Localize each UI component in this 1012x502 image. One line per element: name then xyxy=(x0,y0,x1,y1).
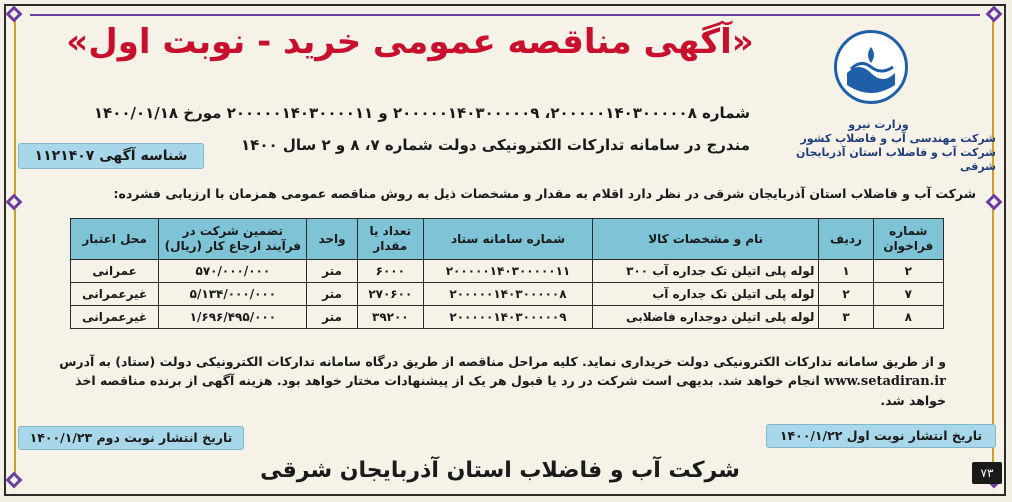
items-table xyxy=(70,218,944,329)
cell-guarantee: ۵۷۰/۰۰۰/۰۰۰ xyxy=(159,260,307,283)
cell-call-no: ۲ xyxy=(873,260,943,283)
cell-name: لوله پلی اتیلن تک جداره آب ۳۰۰ xyxy=(593,260,819,283)
national-company-name: شرکت مهندسی آب و فاضلاب کشور xyxy=(800,132,996,145)
cell-name: لوله پلی اتیلن تک جداره آب xyxy=(593,283,819,306)
cell-call-no: ۷ xyxy=(873,283,943,306)
page-number: ۷۳ xyxy=(972,462,1002,484)
cell-unit: متر xyxy=(307,260,357,283)
header-guarantee: تضمین شرکت در فرآیند ارجاع کار (ریال) xyxy=(159,219,307,260)
cell-name: لوله پلی اتیلن دوجداره فاضلابی xyxy=(593,306,819,329)
cell-setad-no: ۲۰۰۰۰۰۱۴۰۳۰۰۰۰۰۱۱ xyxy=(423,260,592,283)
table-header-row xyxy=(71,219,944,260)
cell-qty: ۶۰۰۰ xyxy=(357,260,423,283)
header-qty: تعداد یا مقدار xyxy=(357,219,423,260)
header-row: ردیف xyxy=(819,219,873,260)
header-name: نام و مشخصات کالا xyxy=(593,219,819,260)
body-text xyxy=(56,352,946,410)
ad-title: «آگهی مناقصه عمومی خرید - نوبت اول» xyxy=(66,22,754,62)
cell-row: ۲ xyxy=(819,283,873,306)
provincial-company-name: شرکت آب و فاضلاب استان آذربایجان شرقی xyxy=(795,146,996,173)
cell-credit: عمرانی xyxy=(71,260,159,283)
footer-company-name: شرکت آب و فاضلاب استان آذربایجان شرقی xyxy=(260,458,740,483)
org-block xyxy=(761,118,996,174)
header-unit: واحد xyxy=(307,219,357,260)
cell-guarantee: ۱/۶۹۶/۴۹۵/۰۰۰ xyxy=(159,306,307,329)
header-call-no: شماره فراخوان xyxy=(873,219,943,260)
cell-setad-no: ۲۰۰۰۰۰۱۴۰۳۰۰۰۰۰۸ xyxy=(423,283,592,306)
website-link[interactable]: www.setadiran.ir xyxy=(824,374,946,389)
table-row xyxy=(71,306,944,329)
ad-id-badge: شناسه آگهی ۱۱۲۱۴۰۷ xyxy=(18,143,204,169)
second-publication-date: تاریخ انتشار نوبت دوم ۱۴۰۰/۱/۲۳ xyxy=(18,426,244,450)
header-credit: محل اعتبار xyxy=(71,219,159,260)
cell-unit: متر xyxy=(307,283,357,306)
purple-rule-top xyxy=(30,14,980,16)
cell-setad-no: ۲۰۰۰۰۰۱۴۰۳۰۰۰۰۰۹ xyxy=(423,306,592,329)
water-drop-icon xyxy=(837,33,905,101)
cell-credit: غیرعمرانی xyxy=(71,283,159,306)
cell-qty: ۳۹۲۰۰ xyxy=(357,306,423,329)
first-publication-date: تاریخ انتشار نوبت اول ۱۴۰۰/۱/۲۲ xyxy=(766,424,996,448)
body-line-1: و از طریق سامانه تدارکات الکترونیکی دولت خریداری نماید. کلیه مراحل مناقصه از طریق درگاه سامانه تدارکات الکترونیکی دولت (ستاد) به آدرس xyxy=(59,354,946,369)
cell-unit: متر xyxy=(307,306,357,329)
body-line-2 xyxy=(56,371,946,391)
cell-guarantee: ۵/۱۳۴/۰۰۰/۰۰۰ xyxy=(159,283,307,306)
cell-credit: غیرعمرانی xyxy=(71,306,159,329)
tender-numbers: شماره ۲۰۰۰۰۰۱۴۰۳۰۰۰۰۰۸، ۲۰۰۰۰۰۱۴۰۳۰۰۰۰۰۹ و ۲۰۰۰۰۰۱۴۰۳۰۰۰۰۱۱ مورخ ۱۴۰۰/۰۱/۱۸ xyxy=(93,104,750,122)
table-row xyxy=(71,283,944,306)
setad-reference: مندرج در سامانه تدارکات الکترونیکی دولت شماره ۷، ۸ و ۲ سال ۱۴۰۰ xyxy=(241,136,750,154)
cell-row: ۱ xyxy=(819,260,873,283)
cell-call-no: ۸ xyxy=(873,306,943,329)
gold-rule-right xyxy=(992,14,994,474)
water-company-logo xyxy=(834,30,908,104)
intro-text: شرکت آب و فاضلاب استان آذربایجان شرقی در نظر دارد اقلام به مقدار و مشخصات ذیل به روش مناقصه عمومی همزمان با ارزیابی فشرده: xyxy=(113,186,976,201)
body-line-2-text: انجام خواهد شد. بدیهی است شرکت در رد یا قبول هر یک از پیشنهادات مختار خواهد بود. هزینه آگهی از برنده مناقصه اخذ xyxy=(75,373,820,388)
gold-rule-left xyxy=(14,14,16,474)
body-line-3: خواهد شد. xyxy=(880,393,946,408)
header-setad-no: شماره سامانه ستاد xyxy=(423,219,592,260)
cell-qty: ۲۷۰۶۰۰ xyxy=(357,283,423,306)
ministry-name: وزارت نیرو xyxy=(848,118,909,131)
table-row xyxy=(71,260,944,283)
cell-row: ۳ xyxy=(819,306,873,329)
